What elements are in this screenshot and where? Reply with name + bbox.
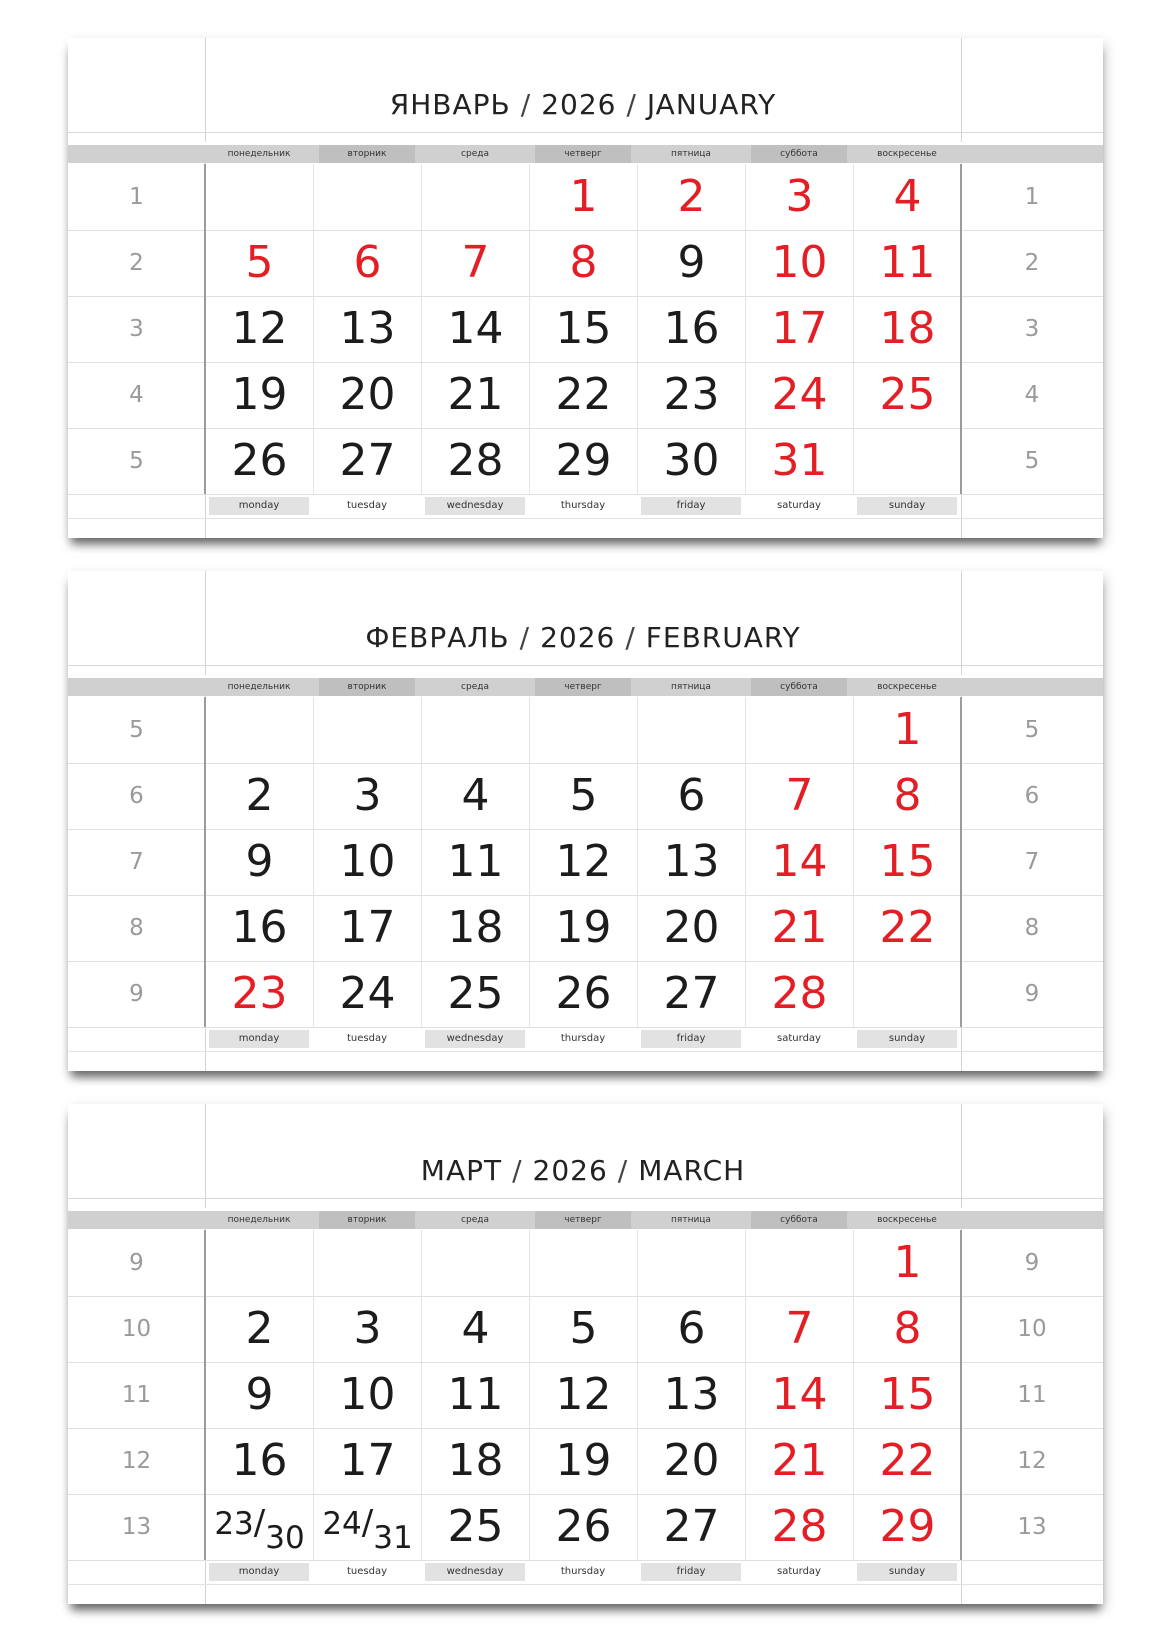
- weekday-label-ru: вторник: [319, 145, 415, 163]
- footer-divider: [68, 1051, 1103, 1052]
- day-cell: 10: [313, 1362, 421, 1428]
- week-number-right: 9: [1024, 981, 1040, 1007]
- day-cell: 27: [637, 961, 745, 1027]
- weekday-header-ru: [68, 675, 1103, 696]
- day-cell: [529, 697, 637, 763]
- weekday-label-en: saturday: [777, 1033, 821, 1044]
- footer-divider: [68, 1584, 1103, 1585]
- day-cell: 10: [745, 230, 853, 296]
- weekday-label-ru: четверг: [535, 678, 631, 696]
- day-cell: 1: [853, 1230, 961, 1296]
- day-slash: /: [253, 1503, 266, 1543]
- weekday-label-en: monday: [209, 1563, 309, 1581]
- day-slash: /: [361, 1503, 374, 1543]
- day-cell: 3: [745, 164, 853, 230]
- week-row: [68, 1494, 1103, 1561]
- day-cell: 23: [205, 961, 313, 1027]
- month-block-january: [68, 38, 1103, 538]
- month-name-ru: МАРТ: [420, 1154, 503, 1187]
- weekday-label-en: thursday: [560, 500, 606, 511]
- day-cell: 1: [853, 697, 961, 763]
- day-cell: 4: [421, 1296, 529, 1362]
- year: 2026: [532, 1154, 608, 1187]
- day-cell: [205, 1230, 313, 1296]
- day-cell: 13: [313, 296, 421, 362]
- week-row: [68, 1296, 1103, 1363]
- day-grid: [68, 164, 1103, 494]
- weekday-label-en: wednesday: [425, 1563, 525, 1581]
- weekday-label-ru: суббота: [751, 1211, 847, 1229]
- day-cell: 13: [637, 829, 745, 895]
- weekday-label-ru: среда: [461, 682, 489, 692]
- day-cell: [853, 961, 961, 1027]
- day-cell: [637, 1230, 745, 1296]
- day-number: 24: [322, 1506, 362, 1542]
- day-cell: [205, 697, 313, 763]
- week-number-left: 6: [129, 783, 144, 809]
- day-cell: 11: [853, 230, 961, 296]
- day-cell: 11: [421, 829, 529, 895]
- day-cell: 16: [205, 1428, 313, 1494]
- weekday-label-ru: среда: [461, 149, 489, 159]
- grid-frame-left: [204, 1230, 206, 1560]
- weekday-label-en: friday: [641, 1563, 741, 1581]
- week-row: [68, 362, 1103, 429]
- day-cell: 19: [529, 1428, 637, 1494]
- day-cell: 28: [421, 428, 529, 494]
- week-number-left: 1: [129, 184, 144, 210]
- day-number: 23: [214, 1506, 254, 1542]
- weekday-label-en: monday: [209, 1030, 309, 1048]
- day-cell: 29: [529, 428, 637, 494]
- week-number-left: 5: [129, 717, 144, 743]
- day-cell: 17: [313, 895, 421, 961]
- title-separator: /: [625, 621, 636, 654]
- day-cell: [313, 697, 421, 763]
- week-row: [68, 1428, 1103, 1495]
- day-cell: 15: [853, 1362, 961, 1428]
- day-cell: 13: [637, 1362, 745, 1428]
- week-row: [68, 763, 1103, 830]
- day-cell: 17: [745, 296, 853, 362]
- day-cell: 21: [421, 362, 529, 428]
- week-row: [68, 164, 1103, 231]
- week-number-right: 5: [1024, 448, 1040, 474]
- month-name-en: FEBRUARY: [645, 621, 801, 654]
- weekday-header-ru: [68, 142, 1103, 163]
- day-cell: 31: [745, 428, 853, 494]
- week-number-right: 5: [1024, 717, 1040, 743]
- day-cell: [313, 1230, 421, 1296]
- week-number-right: 3: [1024, 316, 1040, 342]
- day-cell: 14: [745, 1362, 853, 1428]
- month-name-ru: ФЕВРАЛЬ: [365, 621, 510, 654]
- day-cell: 2: [637, 164, 745, 230]
- week-number-left: 9: [129, 981, 144, 1007]
- week-number-right: 2: [1024, 250, 1040, 276]
- week-row: [68, 1362, 1103, 1429]
- day-cell: 15: [853, 829, 961, 895]
- day-cell: 26: [529, 961, 637, 1027]
- weekday-label-ru: вторник: [319, 678, 415, 696]
- day-cell: 17: [313, 1428, 421, 1494]
- month-name-ru: ЯНВАРЬ: [389, 88, 511, 121]
- weekday-label-en: tuesday: [346, 500, 387, 511]
- day-cell: [421, 1230, 529, 1296]
- day-cell: [313, 164, 421, 230]
- day-cell: [637, 697, 745, 763]
- week-number-left: 10: [121, 1316, 152, 1342]
- week-row: [68, 895, 1103, 962]
- weekday-label-ru: вторник: [319, 1211, 415, 1229]
- weekday-label-en: wednesday: [425, 497, 525, 515]
- weekday-label-ru: понедельник: [227, 1215, 291, 1225]
- day-cell: 4: [421, 763, 529, 829]
- footer-divider: [68, 518, 1103, 519]
- week-row: [68, 230, 1103, 297]
- day-cell: 9: [205, 829, 313, 895]
- title-divider: [68, 1198, 1103, 1199]
- title-separator: /: [626, 88, 637, 121]
- day-cell: 24: [313, 961, 421, 1027]
- day-cell: 8: [853, 763, 961, 829]
- week-number-right: 4: [1024, 382, 1040, 408]
- day-cell: 4: [853, 164, 961, 230]
- week-number-left: 4: [129, 382, 144, 408]
- day-cell: 5: [205, 230, 313, 296]
- week-number-right: 12: [1017, 1448, 1047, 1474]
- day-cell: 7: [745, 763, 853, 829]
- day-cell-split: [205, 1494, 313, 1560]
- day-cell: 1: [529, 164, 637, 230]
- day-cell: 11: [421, 1362, 529, 1428]
- week-row: [68, 1230, 1103, 1297]
- day-cell: 5: [529, 763, 637, 829]
- day-cell: 28: [745, 961, 853, 1027]
- week-number-right: 1: [1024, 184, 1040, 210]
- day-cell: 26: [529, 1494, 637, 1560]
- week-number-left: 2: [129, 250, 144, 276]
- weekday-label-ru: понедельник: [227, 682, 291, 692]
- day-cell: 12: [529, 829, 637, 895]
- month-name-en: MARCH: [638, 1154, 746, 1187]
- title-divider: [68, 665, 1103, 666]
- weekday-label-ru: воскресенье: [877, 682, 937, 692]
- day-cell: 6: [637, 1296, 745, 1362]
- year: 2026: [540, 621, 616, 654]
- title-separator: /: [617, 1154, 629, 1187]
- month-block-march: [68, 1104, 1103, 1604]
- weekday-label-en: tuesday: [346, 1566, 387, 1577]
- day-cell: 21: [745, 1428, 853, 1494]
- day-number: 30: [265, 1520, 305, 1556]
- week-number-left: 9: [129, 1250, 144, 1276]
- weekday-label-ru: суббота: [751, 678, 847, 696]
- day-cell: 15: [529, 296, 637, 362]
- day-cell: 18: [421, 895, 529, 961]
- week-row: [68, 697, 1103, 764]
- week-number-right: 13: [1017, 1514, 1047, 1540]
- day-cell: [421, 164, 529, 230]
- title-separator: /: [520, 88, 532, 121]
- grid-frame-right: [960, 697, 962, 1027]
- day-cell: 7: [421, 230, 529, 296]
- day-cell: 9: [637, 230, 745, 296]
- weekday-label-ru: воскресенье: [877, 149, 937, 159]
- week-number-left: 11: [121, 1382, 152, 1408]
- day-cell: 22: [529, 362, 637, 428]
- weekday-label-ru: пятница: [671, 149, 711, 159]
- day-grid: [68, 697, 1103, 1027]
- month-title: [205, 1154, 961, 1187]
- day-cell: 6: [313, 230, 421, 296]
- day-cell: 8: [529, 230, 637, 296]
- day-cell: 23: [637, 362, 745, 428]
- day-cell: 3: [313, 1296, 421, 1362]
- grid-frame-right: [960, 164, 962, 494]
- weekday-label-ru: пятница: [671, 1215, 711, 1225]
- grid-frame-left: [204, 164, 206, 494]
- day-cell: 2: [205, 763, 313, 829]
- day-cell: 8: [853, 1296, 961, 1362]
- day-cell: 2: [205, 1296, 313, 1362]
- day-cell: 18: [853, 296, 961, 362]
- day-cell: [745, 697, 853, 763]
- weekday-label-en: sunday: [857, 497, 957, 515]
- week-number-left: 3: [129, 316, 144, 342]
- day-cell: 14: [421, 296, 529, 362]
- title-divider: [68, 132, 1103, 133]
- day-cell: 20: [313, 362, 421, 428]
- weekday-footer-en: [205, 497, 961, 515]
- month-title: [205, 621, 961, 654]
- week-number-left: 7: [129, 849, 144, 875]
- week-row: [68, 296, 1103, 363]
- week-number-right: 8: [1024, 915, 1040, 941]
- day-cell: 21: [745, 895, 853, 961]
- weekday-footer-en: [205, 1030, 961, 1048]
- day-cell: 20: [637, 1428, 745, 1494]
- weekday-label-ru: четверг: [535, 1211, 631, 1229]
- day-cell-split: [313, 1494, 421, 1560]
- week-number-right: 10: [1017, 1316, 1047, 1342]
- month-title: [205, 88, 961, 121]
- day-cell: 25: [421, 1494, 529, 1560]
- day-cell: 7: [745, 1296, 853, 1362]
- weekday-label-ru: четверг: [535, 145, 631, 163]
- day-cell: 10: [313, 829, 421, 895]
- day-cell: 12: [205, 296, 313, 362]
- week-row: [68, 961, 1103, 1028]
- day-cell: 19: [205, 362, 313, 428]
- day-cell: 18: [421, 1428, 529, 1494]
- weekday-label-en: saturday: [777, 500, 821, 511]
- weekday-label-ru: понедельник: [227, 149, 291, 159]
- week-number-left: 12: [121, 1448, 152, 1474]
- weekday-label-en: thursday: [560, 1566, 606, 1577]
- day-cell: 28: [745, 1494, 853, 1560]
- week-number-right: 6: [1024, 783, 1040, 809]
- day-cell: 20: [637, 895, 745, 961]
- day-number: 31: [373, 1520, 413, 1556]
- grid-frame-right: [960, 1230, 962, 1560]
- weekday-label-en: monday: [209, 497, 309, 515]
- weekday-label-en: wednesday: [425, 1030, 525, 1048]
- day-cell: 12: [529, 1362, 637, 1428]
- day-cell: 6: [637, 763, 745, 829]
- grid-frame-left: [204, 697, 206, 1027]
- weekday-footer-en: [205, 1563, 961, 1581]
- weekday-label-en: tuesday: [346, 1033, 387, 1044]
- weekday-label-ru: среда: [461, 1215, 489, 1225]
- year: 2026: [541, 88, 617, 121]
- weekday-label-en: sunday: [857, 1563, 957, 1581]
- title-separator: /: [512, 1154, 523, 1187]
- weekday-label-en: friday: [641, 1030, 741, 1048]
- day-cell: 27: [637, 1494, 745, 1560]
- day-cell: [205, 164, 313, 230]
- day-cell: 9: [205, 1362, 313, 1428]
- day-cell: 25: [853, 362, 961, 428]
- day-cell: [745, 1230, 853, 1296]
- weekday-label-en: saturday: [777, 1566, 821, 1577]
- week-number-right: 9: [1024, 1250, 1040, 1276]
- day-cell: 29: [853, 1494, 961, 1560]
- week-number-right: 11: [1017, 1382, 1047, 1408]
- week-number-left: 13: [121, 1514, 152, 1540]
- day-cell: 16: [205, 895, 313, 961]
- day-cell: [421, 697, 529, 763]
- month-block-february: [68, 571, 1103, 1071]
- day-cell: [529, 1230, 637, 1296]
- day-cell: [853, 428, 961, 494]
- week-number-left: 5: [129, 448, 144, 474]
- weekday-label-en: friday: [641, 497, 741, 515]
- day-cell: 27: [313, 428, 421, 494]
- weekday-label-ru: суббота: [751, 145, 847, 163]
- week-number-left: 8: [129, 915, 144, 941]
- title-separator: /: [519, 621, 531, 654]
- day-cell: 16: [637, 296, 745, 362]
- weekday-label-ru: пятница: [671, 682, 711, 692]
- weekday-label-en: sunday: [857, 1030, 957, 1048]
- weekday-label-ru: воскресенье: [877, 1215, 937, 1225]
- day-cell: 26: [205, 428, 313, 494]
- day-cell: 22: [853, 1428, 961, 1494]
- day-cell: 14: [745, 829, 853, 895]
- day-cell: 3: [313, 763, 421, 829]
- day-cell: 19: [529, 895, 637, 961]
- day-cell: 24: [745, 362, 853, 428]
- week-number-right: 7: [1024, 849, 1040, 875]
- weekday-header-ru: [68, 1208, 1103, 1229]
- day-cell: 5: [529, 1296, 637, 1362]
- day-grid: [68, 1230, 1103, 1560]
- week-row: [68, 829, 1103, 896]
- day-cell: 30: [637, 428, 745, 494]
- week-row: [68, 428, 1103, 495]
- weekday-label-en: thursday: [560, 1033, 606, 1044]
- month-name-en: JANUARY: [646, 88, 777, 121]
- day-cell: 25: [421, 961, 529, 1027]
- day-cell: 22: [853, 895, 961, 961]
